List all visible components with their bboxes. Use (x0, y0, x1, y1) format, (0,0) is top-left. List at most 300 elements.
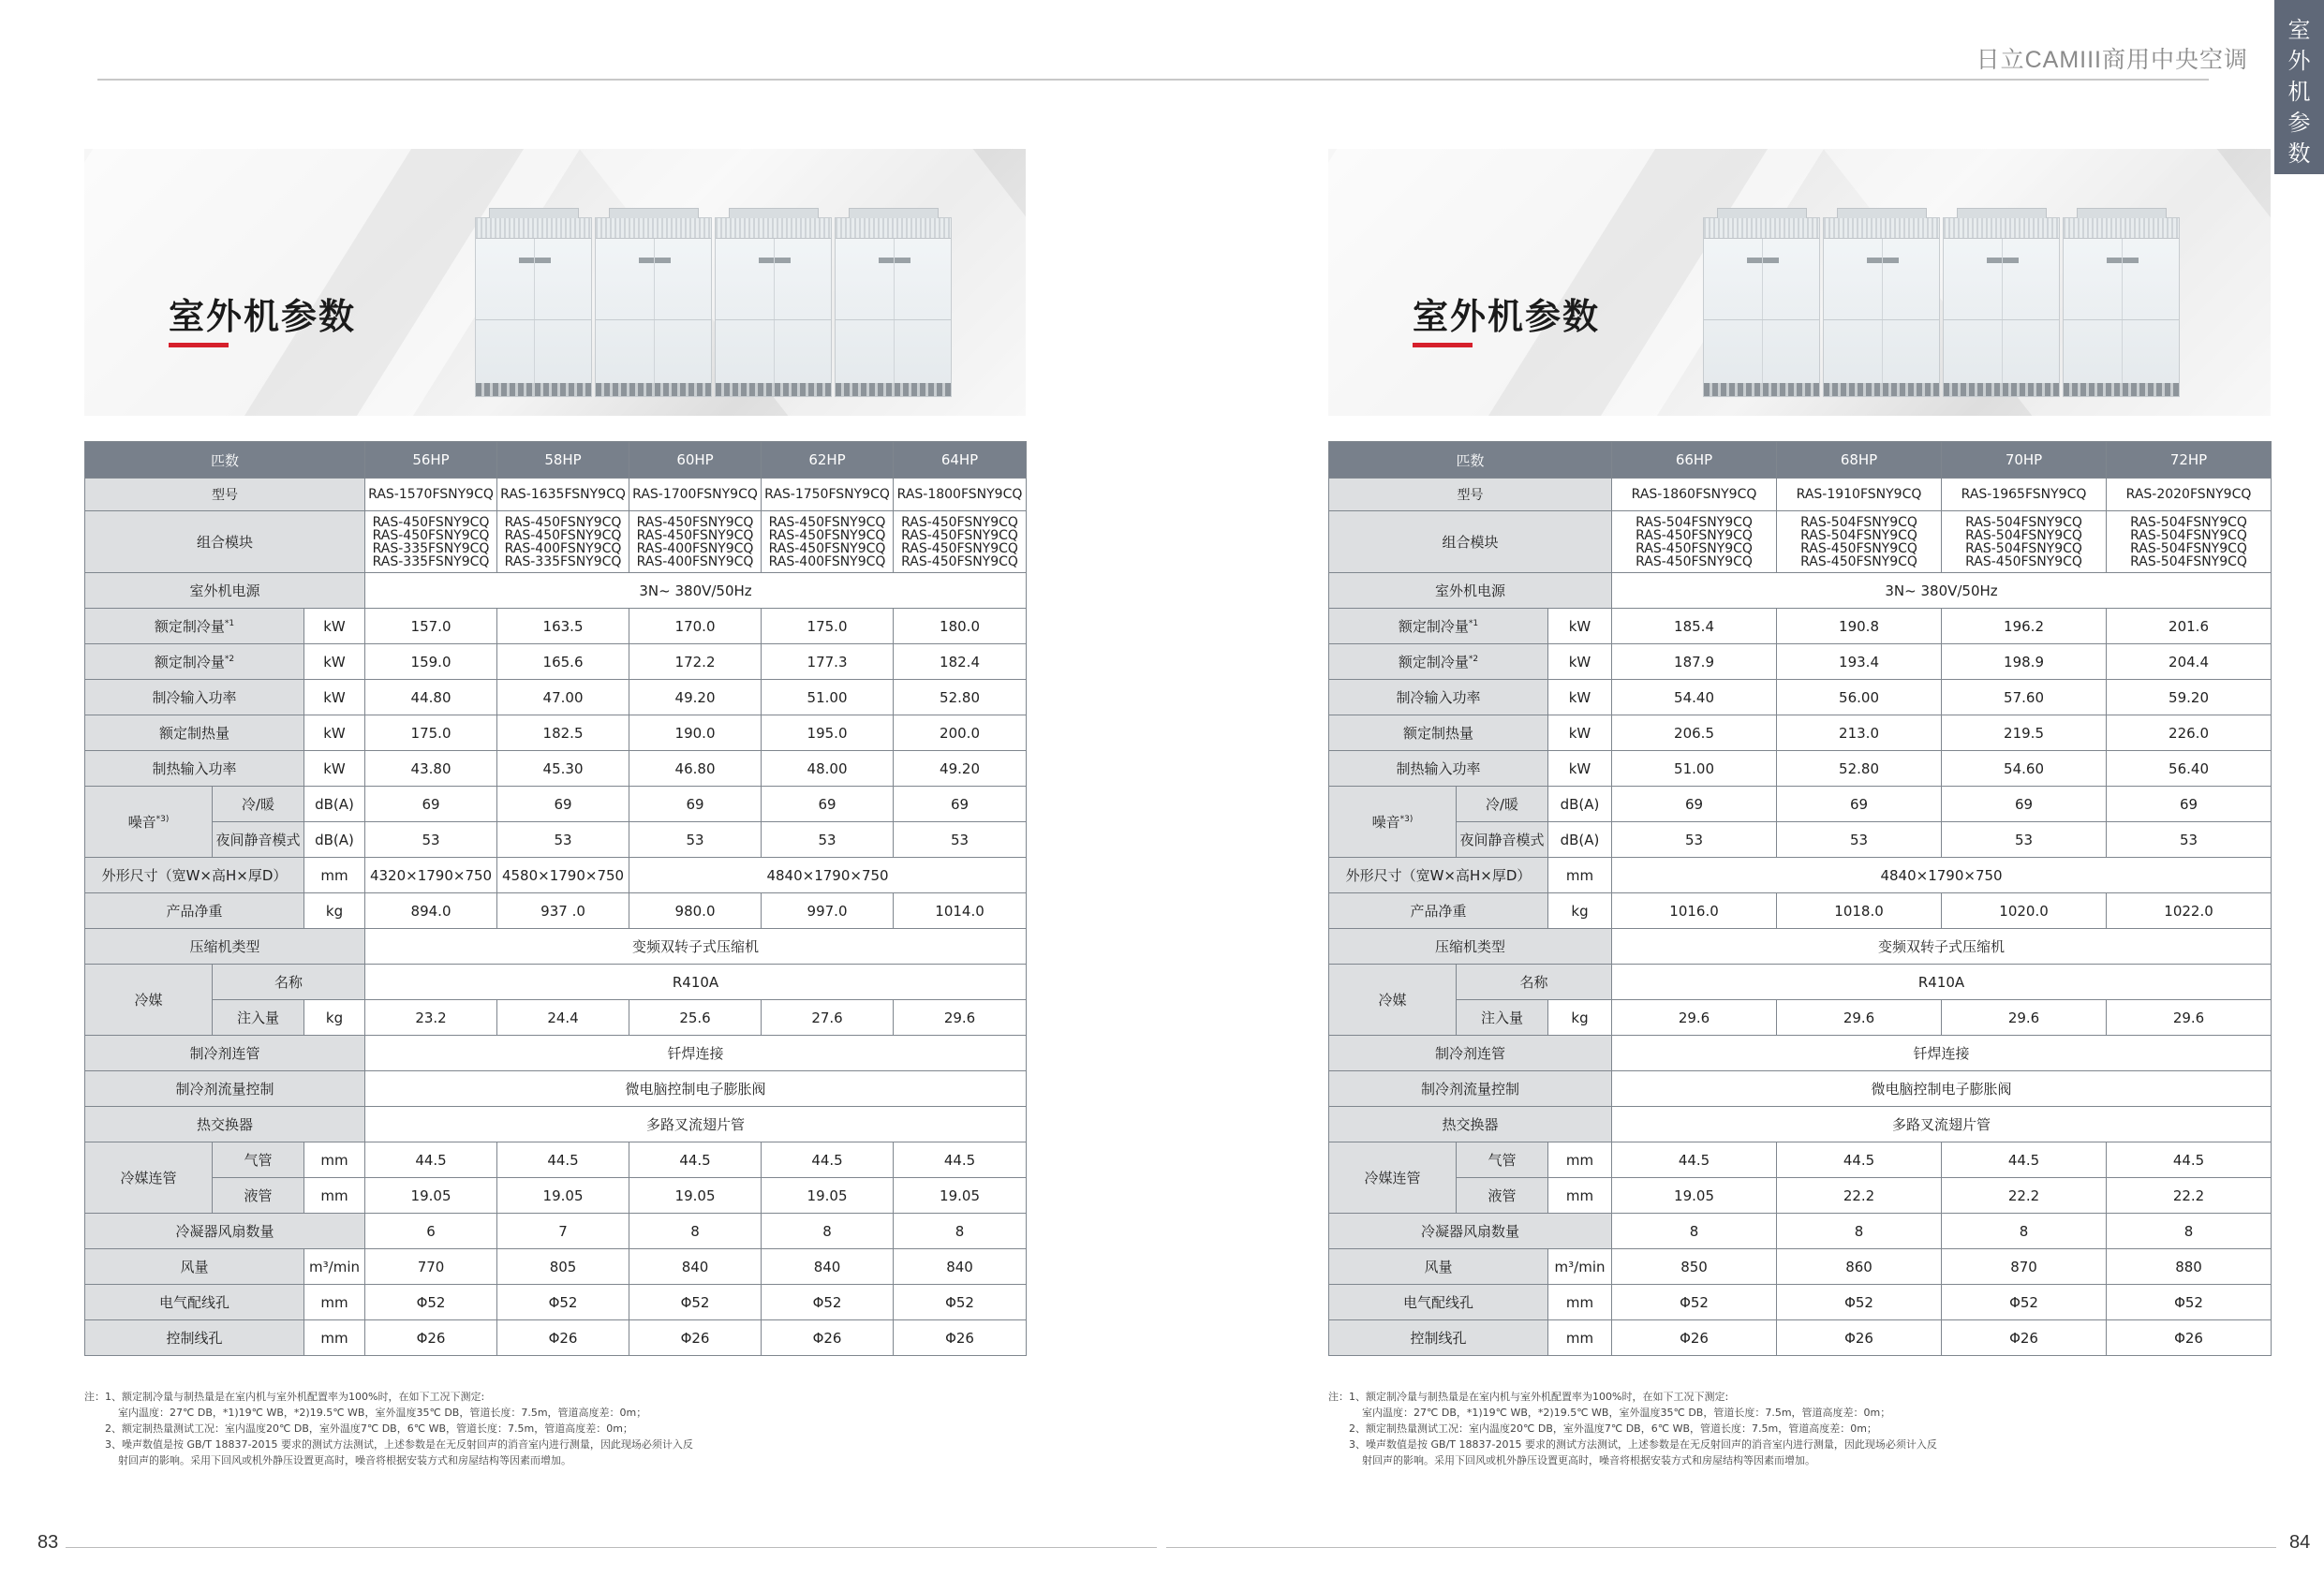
cell: 196.2 (1942, 609, 2107, 644)
hp-cell: 56HP (365, 442, 497, 479)
unit-cell: mm (1548, 1178, 1612, 1214)
row-label-hp: 匹数 (1329, 442, 1612, 479)
outdoor-unit-image (475, 217, 952, 397)
modules-cell: RAS-450FSNY9CQ RAS-450FSNY9CQ RAS-400FSNY9CQ RAS-335FSNY9CQ (497, 511, 629, 573)
hp-cell: 62HP (762, 442, 894, 479)
row-label-airflow: 风量 (1329, 1249, 1548, 1285)
right-page-panel (1328, 149, 2271, 416)
cell: 8 (1942, 1214, 2107, 1249)
table-row (1329, 1320, 2272, 1356)
table-row (1329, 1036, 2272, 1071)
catalog-title: 日立CAMIII商用中央空调 (1976, 47, 2248, 73)
row-label-refrigerant: 冷媒 (85, 965, 213, 1036)
row-label-fans: 冷凝器风扇数量 (1329, 1214, 1612, 1249)
cell: 7 (497, 1214, 629, 1249)
row-label-heat-power: 制热输入功率 (1329, 751, 1548, 787)
cell: 19.05 (1612, 1178, 1777, 1214)
hp-cell: 58HP (497, 442, 629, 479)
table-row (1329, 965, 2272, 1000)
cell: 19.05 (629, 1178, 762, 1214)
cell: 226.0 (2107, 715, 2272, 751)
left-spec-table (84, 441, 1027, 1356)
modules-cell: RAS-450FSNY9CQ RAS-450FSNY9CQ RAS-450FSNY9CQ RAS-400FSNY9CQ (762, 511, 894, 573)
footnote: 注：1、额定制冷量与制热量是在室内机与室外机配置率为100%时，在如下工况下测定: (1328, 1391, 1729, 1403)
cell: 840 (894, 1249, 1027, 1285)
cell: 52.80 (894, 680, 1027, 715)
model-cell: RAS-1965FSNY9CQ (1942, 479, 2107, 511)
row-label-fans: 冷凝器风扇数量 (85, 1214, 365, 1249)
cell: 43.80 (365, 751, 497, 787)
row-sublabel-liquid: 液管 (1457, 1178, 1548, 1214)
cell: 195.0 (762, 715, 894, 751)
cell: 4840×1790×750 (1612, 858, 2272, 893)
table-row (85, 573, 1027, 609)
row-label-model: 型号 (1329, 479, 1612, 511)
table-row (1329, 929, 2272, 965)
table-row (85, 787, 1027, 822)
outdoor-unit-module (1703, 217, 1820, 397)
table-row (85, 479, 1027, 511)
page-number-right: 84 (2289, 1532, 2311, 1553)
outdoor-unit-module (595, 217, 712, 397)
row-sublabel-ref-charge: 注入量 (1457, 1000, 1548, 1036)
row-label-elec-hole: 电气配线孔 (85, 1285, 304, 1320)
row-label-cool2: 额定制冷量$^{*2}$ (1329, 644, 1548, 680)
cell: 8 (1612, 1214, 1777, 1249)
table-row (1329, 1142, 2272, 1178)
cell: 850 (1612, 1249, 1777, 1285)
cell: R410A (1612, 965, 2272, 1000)
row-label-elec-hole: 电气配线孔 (1329, 1285, 1548, 1320)
cell: 4840×1790×750 (629, 858, 1027, 893)
cell: 44.5 (2107, 1142, 2272, 1178)
unit-cell: kW (1548, 715, 1612, 751)
cell: 53 (365, 822, 497, 858)
cell: 44.5 (497, 1142, 629, 1178)
cell: 29.6 (1612, 1000, 1777, 1036)
cell: 1016.0 (1612, 893, 1777, 929)
title-accent-bar (1413, 343, 1473, 347)
unit-cell: kW (1548, 644, 1612, 680)
cell: 22.2 (1777, 1178, 1942, 1214)
cell: 1014.0 (894, 893, 1027, 929)
cell: 44.5 (894, 1142, 1027, 1178)
cell: 53 (497, 822, 629, 858)
cell: Φ26 (2107, 1320, 2272, 1356)
cell: 23.2 (365, 1000, 497, 1036)
cell: Φ26 (894, 1320, 1027, 1356)
cell: 193.4 (1777, 644, 1942, 680)
unit-cell: kg (1548, 893, 1612, 929)
footnote: 3、噪声数值是按 GB/T 18837-2015 要求的测试方法测试，上述参数是在无反射回声的消音室内进行测量，因此现场必须计入反 (105, 1438, 693, 1451)
cell: 185.4 (1612, 609, 1777, 644)
side-tab-char: 参 (2287, 110, 2311, 136)
row-sublabel-noise-cool: 冷/暖 (1457, 787, 1548, 822)
unit-cell: mm (304, 858, 365, 893)
modules-cell: RAS-504FSNY9CQ RAS-504FSNY9CQ RAS-504FSNY9CQ RAS-504FSNY9CQ (2107, 511, 2272, 573)
unit-cell: mm (1548, 1142, 1612, 1178)
cell: 187.9 (1612, 644, 1777, 680)
table-row (85, 1320, 1027, 1356)
table-row (1329, 1071, 2272, 1107)
row-label-dim: 外形尺寸（宽W×高H×厚D） (1329, 858, 1548, 893)
table-row (1329, 1214, 2272, 1249)
cell: 44.5 (1612, 1142, 1777, 1178)
table-row (1329, 442, 2272, 479)
row-label-dim: 外形尺寸（宽W×高H×厚D） (85, 858, 304, 893)
cell: 69 (1777, 787, 1942, 822)
cell: 840 (762, 1249, 894, 1285)
table-row (85, 751, 1027, 787)
cell: 997.0 (762, 893, 894, 929)
model-cell: RAS-1800FSNY9CQ (894, 479, 1027, 511)
table-row (85, 1142, 1027, 1178)
table-row (1329, 715, 2272, 751)
cell: 53 (894, 822, 1027, 858)
cell: 860 (1777, 1249, 1942, 1285)
cell: 69 (1612, 787, 1777, 822)
cell: 44.5 (1942, 1142, 2107, 1178)
row-sublabel-noise-night: 夜间静音模式 (1457, 822, 1548, 858)
cell: 钎焊连接 (365, 1036, 1027, 1071)
cell: 182.4 (894, 644, 1027, 680)
cell: 57.60 (1942, 680, 2107, 715)
unit-cell: kW (304, 680, 365, 715)
unit-cell: kW (304, 644, 365, 680)
row-label-pipe-conn: 制冷剂连管 (85, 1036, 365, 1071)
cell: 54.40 (1612, 680, 1777, 715)
table-row (85, 1036, 1027, 1071)
cell: 8 (1777, 1214, 1942, 1249)
model-cell: RAS-2020FSNY9CQ (2107, 479, 2272, 511)
product-banner (1328, 149, 2271, 416)
cell: Φ52 (497, 1285, 629, 1320)
header-divider (97, 79, 2209, 81)
cell: 53 (762, 822, 894, 858)
table-row (85, 442, 1027, 479)
cell: R410A (365, 965, 1027, 1000)
cell: 微电脑控制电子膨胀阀 (1612, 1071, 2272, 1107)
cell: 175.0 (365, 715, 497, 751)
row-sublabel-gas: 气管 (213, 1142, 304, 1178)
cell: 44.5 (365, 1142, 497, 1178)
table-row (1329, 609, 2272, 644)
row-label-cool2: 额定制冷量$^{*2}$ (85, 644, 304, 680)
cell: Φ52 (365, 1285, 497, 1320)
cell: 44.80 (365, 680, 497, 715)
cell: 19.05 (497, 1178, 629, 1214)
unit-cell: m³/min (304, 1249, 365, 1285)
right-footnotes (1328, 1389, 1937, 1468)
cell: 52.80 (1777, 751, 1942, 787)
row-sublabel-ref-name: 名称 (1457, 965, 1612, 1000)
cell: 24.4 (497, 1000, 629, 1036)
hp-cell: 70HP (1942, 442, 2107, 479)
cell: Φ26 (1612, 1320, 1777, 1356)
footnote: 2、额定制热量测试工况：室内温度20℃ DB，室外温度7℃ DB，6℃ WB，管道长度：7.5m，管道高度差：0m； (105, 1422, 633, 1435)
row-label-hp: 匹数 (85, 442, 365, 479)
cell: 微电脑控制电子膨胀阀 (365, 1071, 1027, 1107)
hp-cell: 72HP (2107, 442, 2272, 479)
row-label-heat-power: 制热输入功率 (85, 751, 304, 787)
cell: 51.00 (762, 680, 894, 715)
row-label-refrigerant: 冷媒 (1329, 965, 1457, 1036)
cell: 8 (2107, 1214, 2272, 1249)
cell: 47.00 (497, 680, 629, 715)
table-row (85, 644, 1027, 680)
table-row (1329, 751, 2272, 787)
cell: 19.05 (762, 1178, 894, 1214)
cell: 163.5 (497, 609, 629, 644)
cell: 56.00 (1777, 680, 1942, 715)
cell: 159.0 (365, 644, 497, 680)
cell: 19.05 (365, 1178, 497, 1214)
unit-cell: mm (304, 1142, 365, 1178)
cell: 172.2 (629, 644, 762, 680)
row-label-cool1: 额定制冷量$^{*1}$ (1329, 609, 1548, 644)
row-label-airflow: 风量 (85, 1249, 304, 1285)
cell: 1022.0 (2107, 893, 2272, 929)
cell: 27.6 (762, 1000, 894, 1036)
outdoor-unit-module (1943, 217, 2060, 397)
row-sublabel-liquid: 液管 (213, 1178, 304, 1214)
unit-cell: kW (1548, 751, 1612, 787)
cell: Φ52 (629, 1285, 762, 1320)
cell: 变频双转子式压缩机 (365, 929, 1027, 965)
table-row (85, 1071, 1027, 1107)
row-label-power: 室外机电源 (1329, 573, 1612, 609)
cell: 177.3 (762, 644, 894, 680)
row-label-cool-power: 制冷输入功率 (85, 680, 304, 715)
banner-title: 室外机参数 (169, 296, 357, 337)
cell: 770 (365, 1249, 497, 1285)
table-row (85, 965, 1027, 1000)
unit-cell: kg (1548, 1000, 1612, 1036)
cell: 22.2 (2107, 1178, 2272, 1214)
cell: 多路叉流翅片管 (365, 1107, 1027, 1142)
cell: 213.0 (1777, 715, 1942, 751)
modules-cell: RAS-450FSNY9CQ RAS-450FSNY9CQ RAS-400FSNY9CQ RAS-400FSNY9CQ (629, 511, 762, 573)
row-label-weight: 产品净重 (1329, 893, 1548, 929)
row-label-cool-power: 制冷输入功率 (1329, 680, 1548, 715)
table-row (85, 1107, 1027, 1142)
row-label-flow-ctrl: 制冷剂流量控制 (85, 1071, 365, 1107)
cell: 44.5 (1777, 1142, 1942, 1178)
unit-cell: kW (1548, 680, 1612, 715)
row-sublabel-noise-cool: 冷/暖 (213, 787, 304, 822)
cell: 44.5 (762, 1142, 894, 1178)
row-label-ref-pipe: 冷媒连管 (1329, 1142, 1457, 1214)
unit-cell: kg (304, 1000, 365, 1036)
cell: 变频双转子式压缩机 (1612, 929, 2272, 965)
table-row (1329, 1249, 2272, 1285)
cell: 8 (629, 1214, 762, 1249)
row-label-pipe-conn: 制冷剂连管 (1329, 1036, 1612, 1071)
cell: 钎焊连接 (1612, 1036, 2272, 1071)
right-spec-table (1328, 441, 2272, 1356)
cell: 805 (497, 1249, 629, 1285)
modules-cell: RAS-504FSNY9CQ RAS-504FSNY9CQ RAS-504FSNY9CQ RAS-450FSNY9CQ (1942, 511, 2107, 573)
cell: 840 (629, 1249, 762, 1285)
cell: 46.80 (629, 751, 762, 787)
row-label-ctrl-hole: 控制线孔 (1329, 1320, 1548, 1356)
cell: 44.5 (629, 1142, 762, 1178)
row-label-hex: 热交换器 (1329, 1107, 1612, 1142)
left-footnotes (84, 1389, 693, 1468)
table-row (1329, 511, 2272, 573)
cell: 190.8 (1777, 609, 1942, 644)
cell: Φ52 (762, 1285, 894, 1320)
table-row (1329, 822, 2272, 858)
cell: 29.6 (894, 1000, 1027, 1036)
model-cell: RAS-1910FSNY9CQ (1777, 479, 1942, 511)
cell: Φ52 (2107, 1285, 2272, 1320)
model-cell: RAS-1750FSNY9CQ (762, 479, 894, 511)
table-row (1329, 893, 2272, 929)
row-label-weight: 产品净重 (85, 893, 304, 929)
hp-cell: 68HP (1777, 442, 1942, 479)
cell: 4320×1790×750 (365, 858, 497, 893)
cell: 1020.0 (1942, 893, 2107, 929)
page-number-left: 83 (37, 1532, 59, 1553)
outdoor-unit-module (835, 217, 952, 397)
power-cell: 3N~ 380V/50Hz (365, 573, 1027, 609)
title-accent-bar (169, 343, 229, 347)
cell: 880 (2107, 1249, 2272, 1285)
table-row (85, 1249, 1027, 1285)
table-row (1329, 858, 2272, 893)
unit-cell: kW (304, 715, 365, 751)
row-label-heat: 额定制热量 (1329, 715, 1548, 751)
cell: Φ52 (894, 1285, 1027, 1320)
footer-divider-left (66, 1547, 1157, 1548)
cell: 200.0 (894, 715, 1027, 751)
table-row (85, 609, 1027, 644)
cell: 182.5 (497, 715, 629, 751)
cell: 53 (1942, 822, 2107, 858)
table-row (1329, 1285, 2272, 1320)
left-page-panel (84, 149, 1026, 416)
cell: 69 (894, 787, 1027, 822)
table-row (85, 1178, 1027, 1214)
cell: 69 (365, 787, 497, 822)
table-row (85, 680, 1027, 715)
table-row (85, 893, 1027, 929)
unit-cell: mm (304, 1178, 365, 1214)
table-row (1329, 787, 2272, 822)
modules-cell: RAS-450FSNY9CQ RAS-450FSNY9CQ RAS-335FSNY9CQ RAS-335FSNY9CQ (365, 511, 497, 573)
cell: Φ26 (1777, 1320, 1942, 1356)
cell: 157.0 (365, 609, 497, 644)
model-cell: RAS-1860FSNY9CQ (1612, 479, 1777, 511)
hp-cell: 64HP (894, 442, 1027, 479)
side-tab-char: 外 (2287, 48, 2311, 74)
cell: 180.0 (894, 609, 1027, 644)
row-sublabel-ref-charge: 注入量 (213, 1000, 304, 1036)
row-label-flow-ctrl: 制冷剂流量控制 (1329, 1071, 1612, 1107)
unit-cell: kg (304, 893, 365, 929)
row-sublabel-noise-night: 夜间静音模式 (213, 822, 304, 858)
hp-cell: 66HP (1612, 442, 1777, 479)
cell: 69 (762, 787, 894, 822)
power-cell: 3N~ 380V/50Hz (1612, 573, 2272, 609)
unit-cell: mm (1548, 1285, 1612, 1320)
cell: 69 (497, 787, 629, 822)
cell: 165.6 (497, 644, 629, 680)
cell: 8 (894, 1214, 1027, 1249)
cell: 937 .0 (497, 893, 629, 929)
outdoor-unit-module (475, 217, 592, 397)
cell: 870 (1942, 1249, 2107, 1285)
cell: 19.05 (894, 1178, 1027, 1214)
cell: 8 (762, 1214, 894, 1249)
footnote: 室内温度：27℃ DB，*1)19℃ WB，*2)19.5℃ WB，室外温度35℃ DB，管道长度：7.5m，管道高度差：0m； (118, 1407, 647, 1419)
cell: 45.30 (497, 751, 629, 787)
row-label-noise: 噪音$^{*3)}$ (85, 787, 213, 858)
row-label-modules: 组合模块 (85, 511, 365, 573)
model-cell: RAS-1700FSNY9CQ (629, 479, 762, 511)
modules-cell: RAS-504FSNY9CQ RAS-504FSNY9CQ RAS-450FSNY9CQ RAS-450FSNY9CQ (1777, 511, 1942, 573)
table-row (1329, 1107, 2272, 1142)
table-row (85, 1214, 1027, 1249)
cell: 多路叉流翅片管 (1612, 1107, 2272, 1142)
cell: 894.0 (365, 893, 497, 929)
outdoor-unit-module (2063, 217, 2180, 397)
side-tab-char: 数 (2287, 140, 2311, 167)
table-row (85, 858, 1027, 893)
unit-cell: kW (304, 751, 365, 787)
cell: 25.6 (629, 1000, 762, 1036)
cell: Φ26 (497, 1320, 629, 1356)
unit-cell: dB(A) (304, 822, 365, 858)
cell: 175.0 (762, 609, 894, 644)
cell: 53 (1612, 822, 1777, 858)
hp-cell: 60HP (629, 442, 762, 479)
cell: 4580×1790×750 (497, 858, 629, 893)
cell: 59.20 (2107, 680, 2272, 715)
footnote: 室内温度：27℃ DB，*1)19℃ WB，*2)19.5℃ WB，室外温度35℃ DB，管道长度：7.5m，管道高度差：0m； (1362, 1407, 1891, 1419)
cell: 56.40 (2107, 751, 2272, 787)
cell: 29.6 (1777, 1000, 1942, 1036)
unit-cell: m³/min (1548, 1249, 1612, 1285)
cell: 204.4 (2107, 644, 2272, 680)
cell: 1018.0 (1777, 893, 1942, 929)
unit-cell: kW (1548, 609, 1612, 644)
cell: 198.9 (1942, 644, 2107, 680)
table-row (1329, 479, 2272, 511)
cell: 980.0 (629, 893, 762, 929)
outdoor-unit-image (1703, 217, 2180, 397)
banner-title: 室外机参数 (1413, 296, 1601, 337)
cell: 48.00 (762, 751, 894, 787)
cell: 54.60 (1942, 751, 2107, 787)
cell: 22.2 (1942, 1178, 2107, 1214)
row-label-ref-pipe: 冷媒连管 (85, 1142, 213, 1214)
cell: 49.20 (894, 751, 1027, 787)
modules-cell: RAS-504FSNY9CQ RAS-450FSNY9CQ RAS-450FSNY9CQ RAS-450FSNY9CQ (1612, 511, 1777, 573)
row-label-heat: 额定制热量 (85, 715, 304, 751)
cell: 69 (2107, 787, 2272, 822)
cell: 69 (1942, 787, 2107, 822)
unit-cell: mm (1548, 858, 1612, 893)
cell: Φ52 (1612, 1285, 1777, 1320)
cell: 49.20 (629, 680, 762, 715)
model-cell: RAS-1570FSNY9CQ (365, 479, 497, 511)
unit-cell: mm (304, 1285, 365, 1320)
row-label-ctrl-hole: 控制线孔 (85, 1320, 304, 1356)
table-row (1329, 1178, 2272, 1214)
unit-cell: dB(A) (1548, 822, 1612, 858)
